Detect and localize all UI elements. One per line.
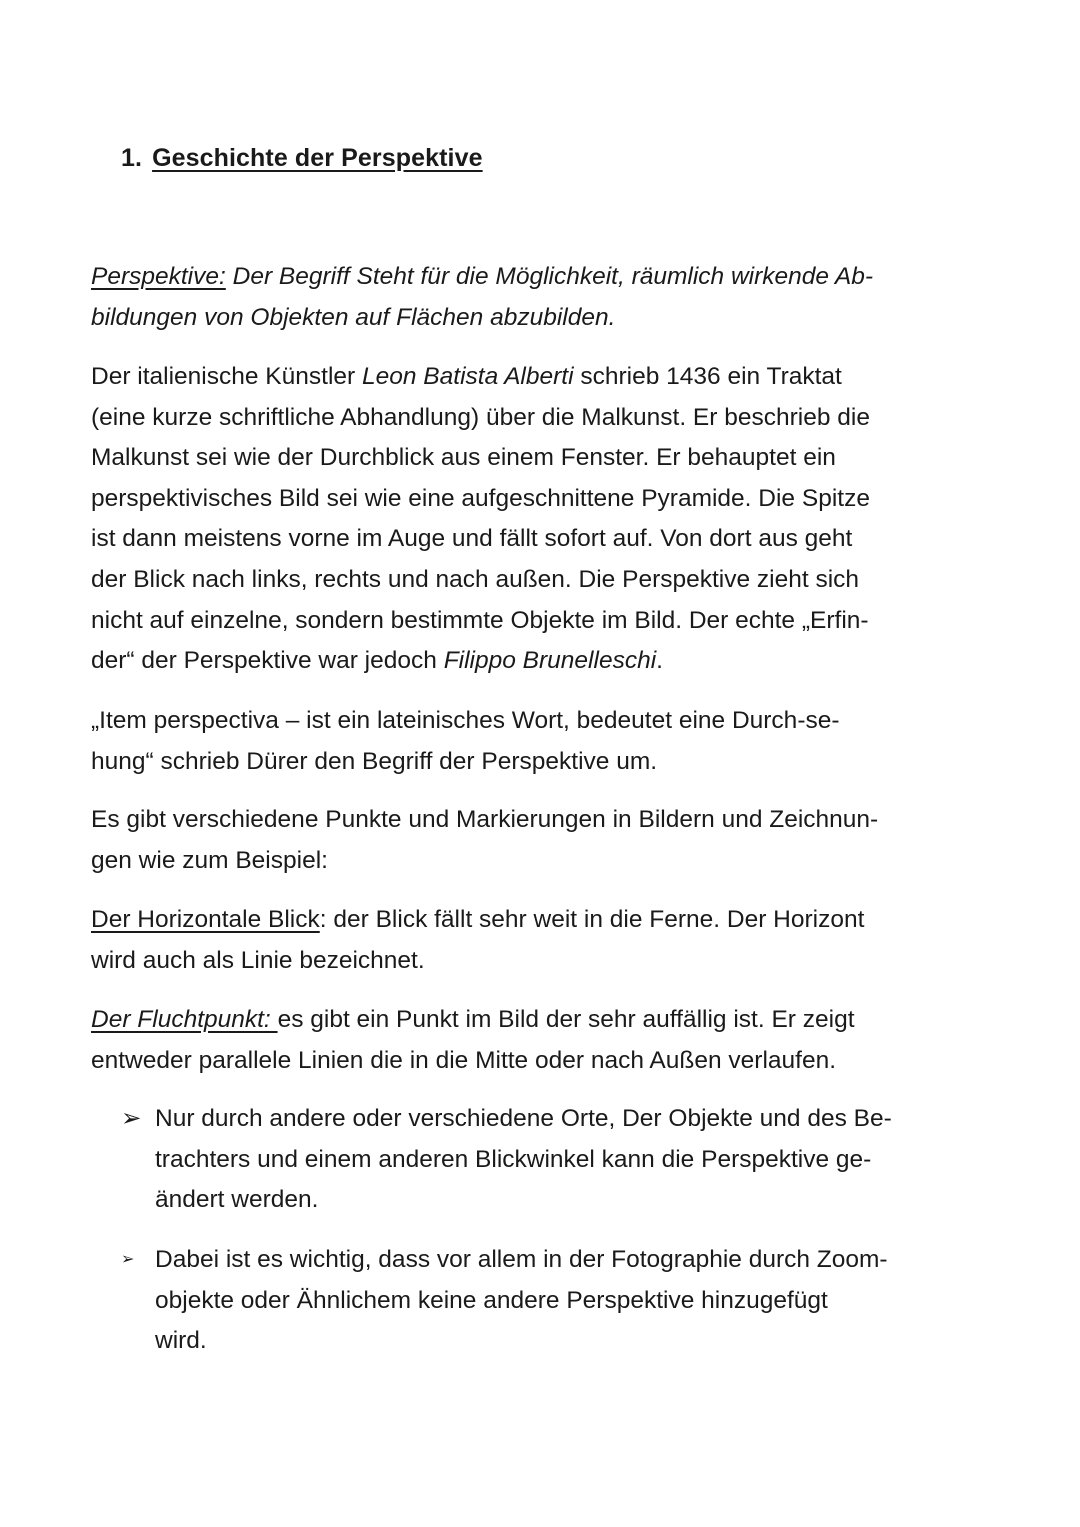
- bullet-item: [121, 1240, 971, 1362]
- definition-text-line2: bildungen von Objekten auf Flächen abzubilden.: [91, 303, 616, 331]
- durer-line1: „Item perspectiva – ist ein lateinisches Wort, bedeutet eine Durch-se-: [91, 707, 840, 734]
- vanishing-point-term: Der Fluchtpunkt:: [91, 1006, 278, 1033]
- alberti-line5: ist dann meistens vorne im Auge und fällt sofort auf. Von dort aus geht: [91, 525, 853, 553]
- bullet-text: [155, 1240, 971, 1362]
- section-number: 1.: [121, 144, 143, 172]
- definition-text-line1: Der Begriff Steht für die Möglichkeit, räumlich wirkende Ab-: [225, 263, 874, 290]
- horizontal-paragraph: [91, 900, 971, 981]
- horizontal-colon: :: [319, 906, 327, 933]
- bullet-text: [155, 1099, 971, 1221]
- section-title: Geschichte der Perspektive: [152, 144, 483, 172]
- horizontal-text-line1: der Blick fällt sehr weit in die Ferne. Der Horizont: [326, 906, 865, 933]
- alberti-line8-part2: .: [656, 647, 663, 675]
- bullet-line1: Dabei ist es wichtig, dass vor allem in der Fotographie durch Zoom-: [155, 1246, 888, 1273]
- durer-paragraph: [91, 701, 971, 782]
- alberti-text-part1: Der italienische Künstler: [91, 363, 362, 390]
- brunelleschi-name: Filippo Brunelleschi: [443, 647, 657, 675]
- definition-term: Perspektive:: [91, 263, 226, 290]
- bullet-line2: objekte oder Ähnlichem keine andere Perspektive hinzugefügt: [155, 1286, 828, 1314]
- definition-paragraph: [91, 257, 971, 338]
- bullet-item: [121, 1099, 971, 1221]
- bullet-line3: ändert werden.: [155, 1186, 319, 1214]
- alberti-line2: (eine kurze schriftliche Abhandlung) über die Malkunst. Er beschrieb die: [91, 403, 870, 431]
- alberti-line3: Malkunst sei wie der Durchblick aus einem Fenster. Er behauptet ein: [91, 444, 836, 472]
- alberti-line6: der Blick nach links, rechts und nach außen. Die Perspektive zieht sich: [91, 565, 860, 593]
- alberti-line8-part1: der“ der Perspektive war jedoch: [91, 647, 444, 675]
- arrow-bullet-icon: ➢: [121, 1105, 142, 1132]
- alberti-line7: nicht auf einzelne, sondern bestimmte Objekte im Bild. Der echte „Erfin-: [91, 606, 869, 634]
- bullet-line1: Nur durch andere oder verschiedene Orte, Der Objekte und des Be-: [155, 1105, 892, 1132]
- vanishing-text-line1: es gibt ein Punkt im Bild der sehr auffällig ist. Er zeigt: [277, 1006, 855, 1033]
- vanishing-point-paragraph: [91, 1000, 971, 1081]
- durer-line2: hung“ schrieb Dürer den Begriff der Perspektive um.: [91, 747, 658, 775]
- alberti-name: Leon Batista Alberti: [361, 363, 574, 390]
- points-intro-paragraph: [91, 800, 971, 881]
- bullet-line2: trachters und einem anderen Blickwinkel kann die Perspektive ge-: [155, 1145, 872, 1173]
- bullet-line3: wird.: [155, 1327, 207, 1355]
- alberti-text-part2: schrieb 1436 ein Traktat: [573, 363, 842, 390]
- points-intro-line2: gen wie zum Beispiel:: [91, 846, 328, 874]
- arrow-bullet-icon: ➢: [121, 1251, 135, 1268]
- section-heading: [121, 144, 483, 173]
- alberti-line4: perspektivisches Bild sei wie eine aufgeschnittene Pyramide. Die Spitze: [91, 484, 870, 512]
- alberti-paragraph: [91, 357, 971, 682]
- horizontal-term: Der Horizontale Blick: [91, 906, 320, 933]
- vanishing-text-line2: entweder parallele Linien die in die Mitte oder nach Außen verlaufen.: [91, 1046, 837, 1074]
- points-intro-line1: Es gibt verschiedene Punkte und Markierungen in Bildern und Zeichnun-: [91, 806, 879, 833]
- horizontal-text-line2: wird auch als Linie bezeichnet.: [91, 946, 425, 974]
